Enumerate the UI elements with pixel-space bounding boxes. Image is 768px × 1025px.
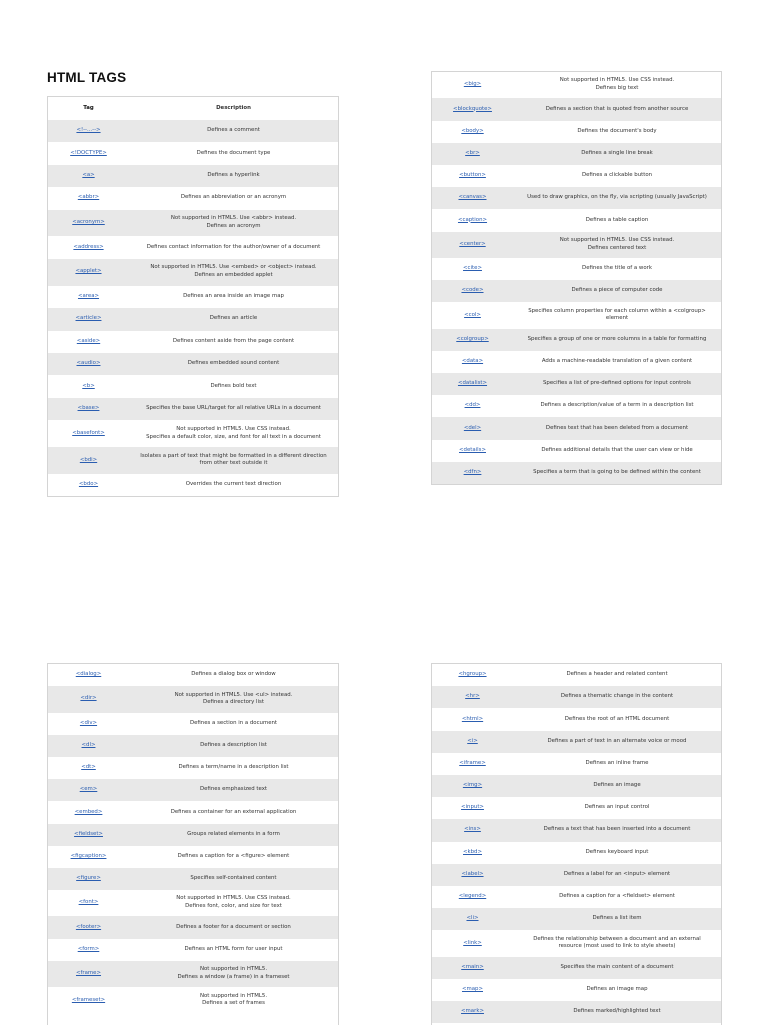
tag-link[interactable]: <mark> — [461, 1008, 484, 1015]
tag-description: Defines a header and related content — [566, 671, 668, 678]
tag-link[interactable]: <i> — [467, 737, 478, 744]
tag-link[interactable]: <details> — [459, 446, 486, 453]
tag-description: Defines a hyperlink — [207, 172, 260, 179]
table-row — [48, 664, 338, 686]
tag-description: Groups related elements in a form — [187, 830, 280, 837]
tag-link[interactable]: <address> — [73, 243, 104, 250]
tag-description: Specifies self-contained content — [190, 875, 277, 882]
tag-link[interactable]: <aside> — [76, 337, 101, 344]
tag-link[interactable]: <abbr> — [77, 194, 100, 201]
tag-description: Defines an input control — [584, 804, 650, 811]
tag-link[interactable]: <br> — [465, 149, 480, 156]
tag-description: Defines the document's body — [577, 127, 657, 134]
table-row — [48, 165, 338, 187]
table-row — [432, 143, 721, 165]
tag-description: Defines a single line break — [581, 149, 653, 156]
table-row — [48, 398, 338, 420]
tag-link[interactable]: <big> — [463, 81, 482, 88]
table-row — [48, 308, 338, 330]
table-row — [48, 916, 338, 938]
tag-description: Defines marked/highlighted text — [573, 1008, 661, 1015]
tag-link[interactable]: <ins> — [464, 826, 481, 833]
tag-description: Defines an area inside an image map — [183, 293, 284, 300]
tag-link[interactable]: <footer> — [75, 923, 102, 930]
tag-link[interactable]: <center> — [459, 240, 486, 247]
tag-link[interactable]: <figcaption> — [70, 852, 107, 859]
tag-description: Not supported in HTML5. Defines a window (a frame) in a frameset — [177, 966, 290, 981]
tag-description: Defines a text that has been inserted into a document — [543, 826, 691, 833]
table-row — [432, 209, 721, 231]
table-row — [432, 664, 721, 686]
table-row — [432, 908, 721, 930]
table-row — [432, 797, 721, 819]
tag-link[interactable]: <dt> — [81, 764, 96, 771]
tags-table-3 — [47, 663, 339, 1025]
table-row — [432, 864, 721, 886]
tag-description: Not supported in HTML5. Use <ul> instead. Defines a directory list — [174, 691, 293, 706]
table-row — [48, 187, 338, 209]
tag-link[interactable]: <applet> — [75, 268, 102, 275]
tag-link[interactable]: <form> — [77, 945, 100, 952]
tag-description: Defines a caption for a <figure> element — [177, 852, 290, 859]
table-row — [432, 302, 721, 328]
table-row — [432, 731, 721, 753]
tag-link[interactable]: <blockquote> — [453, 105, 492, 112]
tag-link[interactable]: <fieldset> — [74, 830, 103, 837]
tag-description: Defines a section that is quoted from another source — [545, 105, 689, 112]
tag-description: Defines a container for an external application — [170, 808, 297, 815]
tag-description: Defines a part of text in an alternate voice or mood — [547, 737, 687, 744]
table-row — [432, 775, 721, 797]
table-row — [48, 447, 338, 474]
table-row — [432, 462, 721, 484]
tag-link[interactable]: <col> — [464, 311, 481, 318]
table-row — [432, 440, 721, 462]
tag-link[interactable]: <frame> — [75, 970, 102, 977]
tag-description: Defines a list item — [592, 915, 642, 922]
table-row — [48, 779, 338, 801]
table-row — [432, 957, 721, 979]
table-row — [432, 98, 721, 120]
tag-description: Defines an article — [209, 315, 258, 322]
tag-link[interactable]: <body> — [461, 127, 484, 134]
tag-description: Specifies the main content of a document — [560, 963, 674, 970]
tag-link[interactable]: <audio> — [76, 360, 101, 367]
tag-link[interactable]: <dfn> — [463, 468, 482, 475]
table-row — [432, 686, 721, 708]
tag-link[interactable]: <dir> — [80, 695, 97, 702]
table-row — [48, 987, 338, 1013]
table-row — [432, 979, 721, 1001]
tag-description: Defines the root of an HTML document — [564, 715, 670, 722]
tag-description: Specifies a list of pre-defined options for input controls — [543, 380, 691, 387]
tag-description: Defines a thematic change in the content — [560, 693, 674, 700]
table-row — [48, 375, 338, 397]
tag-description: Defines a table caption — [585, 216, 649, 223]
tag-link[interactable]: <a> — [82, 172, 95, 179]
table-row — [48, 757, 338, 779]
tag-description: Defines a piece of computer code — [571, 287, 663, 294]
tag-link[interactable]: <legend> — [458, 893, 487, 900]
tag-link[interactable]: <input> — [461, 804, 484, 811]
tag-link[interactable]: <canvas> — [458, 194, 487, 201]
table-row — [48, 824, 338, 846]
table-row — [48, 801, 338, 823]
tag-link[interactable]: <frameset> — [71, 996, 106, 1003]
tag-link[interactable]: <hgroup> — [458, 671, 487, 678]
tag-link[interactable]: <div> — [79, 719, 98, 726]
table-row — [432, 72, 721, 98]
table-row — [48, 286, 338, 308]
tag-description: Defines additional details that the user can view or hide — [541, 446, 693, 453]
tag-link[interactable]: <bdo> — [78, 481, 99, 488]
table-row — [48, 210, 338, 237]
table-row — [48, 142, 338, 164]
tag-description: Defines text that has been deleted from a document — [545, 424, 689, 431]
tag-link[interactable]: <embed> — [74, 808, 103, 815]
table-row — [432, 165, 721, 187]
tag-description: Defines a description/value of a term in a description list — [540, 402, 694, 409]
table-row — [432, 753, 721, 775]
tag-link[interactable]: <figure> — [76, 875, 101, 882]
table-header-row — [48, 97, 338, 120]
tag-link[interactable]: <map> — [461, 986, 483, 992]
tag-link[interactable]: <acronym> — [72, 219, 105, 226]
tag-link[interactable]: <area> — [77, 293, 100, 300]
table-row — [48, 846, 338, 868]
tag-link[interactable]: <data> — [461, 358, 484, 365]
table-row — [432, 395, 721, 417]
tag-link[interactable]: <cite> — [463, 265, 482, 272]
tag-description: Defines an HTML form for user input — [184, 945, 283, 952]
tags-table-2 — [431, 71, 722, 485]
tag-description: Not supported in HTML5. Defines a set of frames — [199, 992, 268, 1007]
description-column-header: Description — [216, 104, 251, 111]
table-row — [48, 961, 338, 987]
tag-description: Overrides the current text direction — [185, 481, 282, 488]
table-row — [432, 187, 721, 209]
tag-link[interactable]: <iframe> — [459, 759, 486, 766]
table-row — [432, 373, 721, 395]
table-row — [48, 259, 338, 286]
tag-link[interactable]: <button> — [459, 172, 486, 179]
tag-description: Defines an abbreviation or an acronym — [180, 194, 287, 201]
tag-link[interactable]: <base> — [77, 404, 100, 411]
table-row — [48, 120, 338, 142]
tag-link[interactable]: <article> — [75, 315, 102, 322]
tag-description: Defines an image map — [586, 986, 648, 992]
table-row — [432, 819, 721, 841]
tag-description: Defines a clickable button — [581, 172, 653, 179]
table-row — [432, 258, 721, 280]
tag-link[interactable]: <b> — [82, 382, 95, 389]
tag-link[interactable]: <em> — [79, 786, 98, 793]
tag-description: Specifies column properties for each column within a <colgroup> element — [528, 307, 706, 322]
tag-column-header: Tag — [83, 104, 94, 111]
tag-link[interactable]: <kbd> — [463, 848, 482, 855]
tag-link[interactable]: <li> — [466, 915, 479, 922]
tag-link[interactable]: <link> — [463, 939, 482, 946]
tag-description: Defines a dialog box or window — [191, 671, 276, 678]
tag-description: Defines the relationship between a document and an external resource (most used to link to style sheets) — [533, 935, 701, 950]
tag-link[interactable]: <html> — [461, 715, 484, 722]
tag-link[interactable]: <basefont> — [72, 429, 105, 436]
table-row — [432, 232, 721, 258]
table-row — [432, 708, 721, 730]
table-row — [48, 735, 338, 757]
tag-description: Not supported in HTML5. Use <abbr> instead. Defines an acronym — [170, 215, 297, 229]
table-row — [432, 329, 721, 351]
tag-description: Specifies the base URL/target for all relative URLs in a document — [146, 404, 321, 411]
table-row — [432, 351, 721, 373]
tag-description: Not supported in HTML5. Use <embed> or <object> instead. Defines an embedded applet — [150, 264, 317, 279]
tag-description: Defines emphasized text — [199, 786, 268, 793]
tag-description: Defines bold text — [210, 382, 257, 389]
table-row — [48, 420, 338, 447]
tag-link[interactable]: <colgroup> — [456, 335, 489, 342]
tag-description: Defines an image — [593, 782, 641, 789]
tag-description: Specifies a term that is going to be defined within the content — [533, 468, 701, 475]
table-row — [432, 1001, 721, 1023]
tag-description: Defines a description list — [200, 741, 267, 748]
tag-description: Adds a machine-readable translation of a given content — [541, 358, 693, 365]
page-title: HTML TAGS — [47, 70, 127, 85]
tag-description: Not supported in HTML5. Use CSS instead. Defines centered text — [559, 236, 675, 251]
tag-description: Defines an inline frame — [585, 759, 649, 766]
table-row — [48, 331, 338, 353]
tag-description: Isolates a part of text that might be formatted in a different direction from other text outside it — [140, 452, 327, 467]
tag-description: Defines content aside from the page content — [172, 337, 295, 344]
table-row — [432, 842, 721, 864]
tag-description: Defines a footer for a document or section — [176, 923, 291, 930]
tag-description: Used to draw graphics, on the fly, via scripting (usually JavaScript) — [527, 194, 707, 201]
tag-description: Defines a comment — [207, 127, 260, 134]
tag-description: Defines embedded sound content — [187, 360, 280, 367]
table-row — [432, 930, 721, 956]
tag-description: Defines keyboard input — [585, 848, 649, 855]
tag-link[interactable]: <!DOCTYPE> — [70, 149, 107, 156]
tag-description: Specifies a group of one or more columns in a table for formatting — [527, 335, 707, 342]
table-row — [48, 686, 338, 712]
tag-description: Defines the document type — [196, 149, 271, 156]
tag-description: Not supported in HTML5. Use CSS instead. Defines font, color, and size for text — [176, 895, 291, 910]
table-row — [48, 868, 338, 890]
tag-link[interactable]: <hr> — [465, 693, 480, 700]
tag-description: Defines a label for an <input> element — [563, 870, 671, 877]
table-row — [432, 886, 721, 908]
tag-description: Not supported in HTML5. Use CSS instead. Defines big text — [559, 77, 675, 92]
table-row — [432, 417, 721, 439]
tag-link[interactable]: <main> — [461, 963, 484, 970]
tag-link[interactable]: <dialog> — [75, 671, 102, 678]
tag-description: Defines a caption for a <fieldset> element — [559, 893, 675, 900]
tag-link[interactable]: <bdi> — [79, 456, 98, 463]
table-row — [48, 890, 338, 916]
table-row — [48, 713, 338, 735]
tag-link[interactable]: <font> — [78, 899, 99, 906]
tag-link[interactable]: <datalist> — [457, 380, 488, 387]
tag-link[interactable]: <img> — [462, 782, 483, 789]
tag-description: Not supported in HTML5. Use CSS instead. Specifies a default color, size, and font for all text in a document — [146, 425, 321, 440]
tag-description: Defines contact information for the author/owner of a document — [146, 243, 321, 250]
table-row — [48, 939, 338, 961]
tag-description: Defines the title of a work — [582, 265, 652, 272]
tag-link[interactable]: <!--...--> — [76, 127, 101, 134]
tag-link[interactable]: <dd> — [464, 402, 481, 409]
tag-description: Defines a section in a document — [189, 719, 278, 726]
tags-table-1 — [47, 96, 339, 497]
table-row — [48, 474, 338, 496]
tag-description: Defines a term/name in a description list — [178, 764, 289, 771]
table-row — [432, 280, 721, 302]
tag-link[interactable]: <del> — [463, 424, 482, 431]
table-row — [48, 236, 338, 258]
tag-link[interactable]: <dl> — [81, 741, 96, 748]
table-row — [432, 121, 721, 143]
tag-link[interactable]: <code> — [461, 287, 484, 294]
tag-link[interactable]: <label> — [461, 870, 484, 877]
table-row — [48, 353, 338, 375]
tag-link[interactable]: <caption> — [457, 216, 488, 223]
tags-table-4 — [431, 663, 722, 1025]
